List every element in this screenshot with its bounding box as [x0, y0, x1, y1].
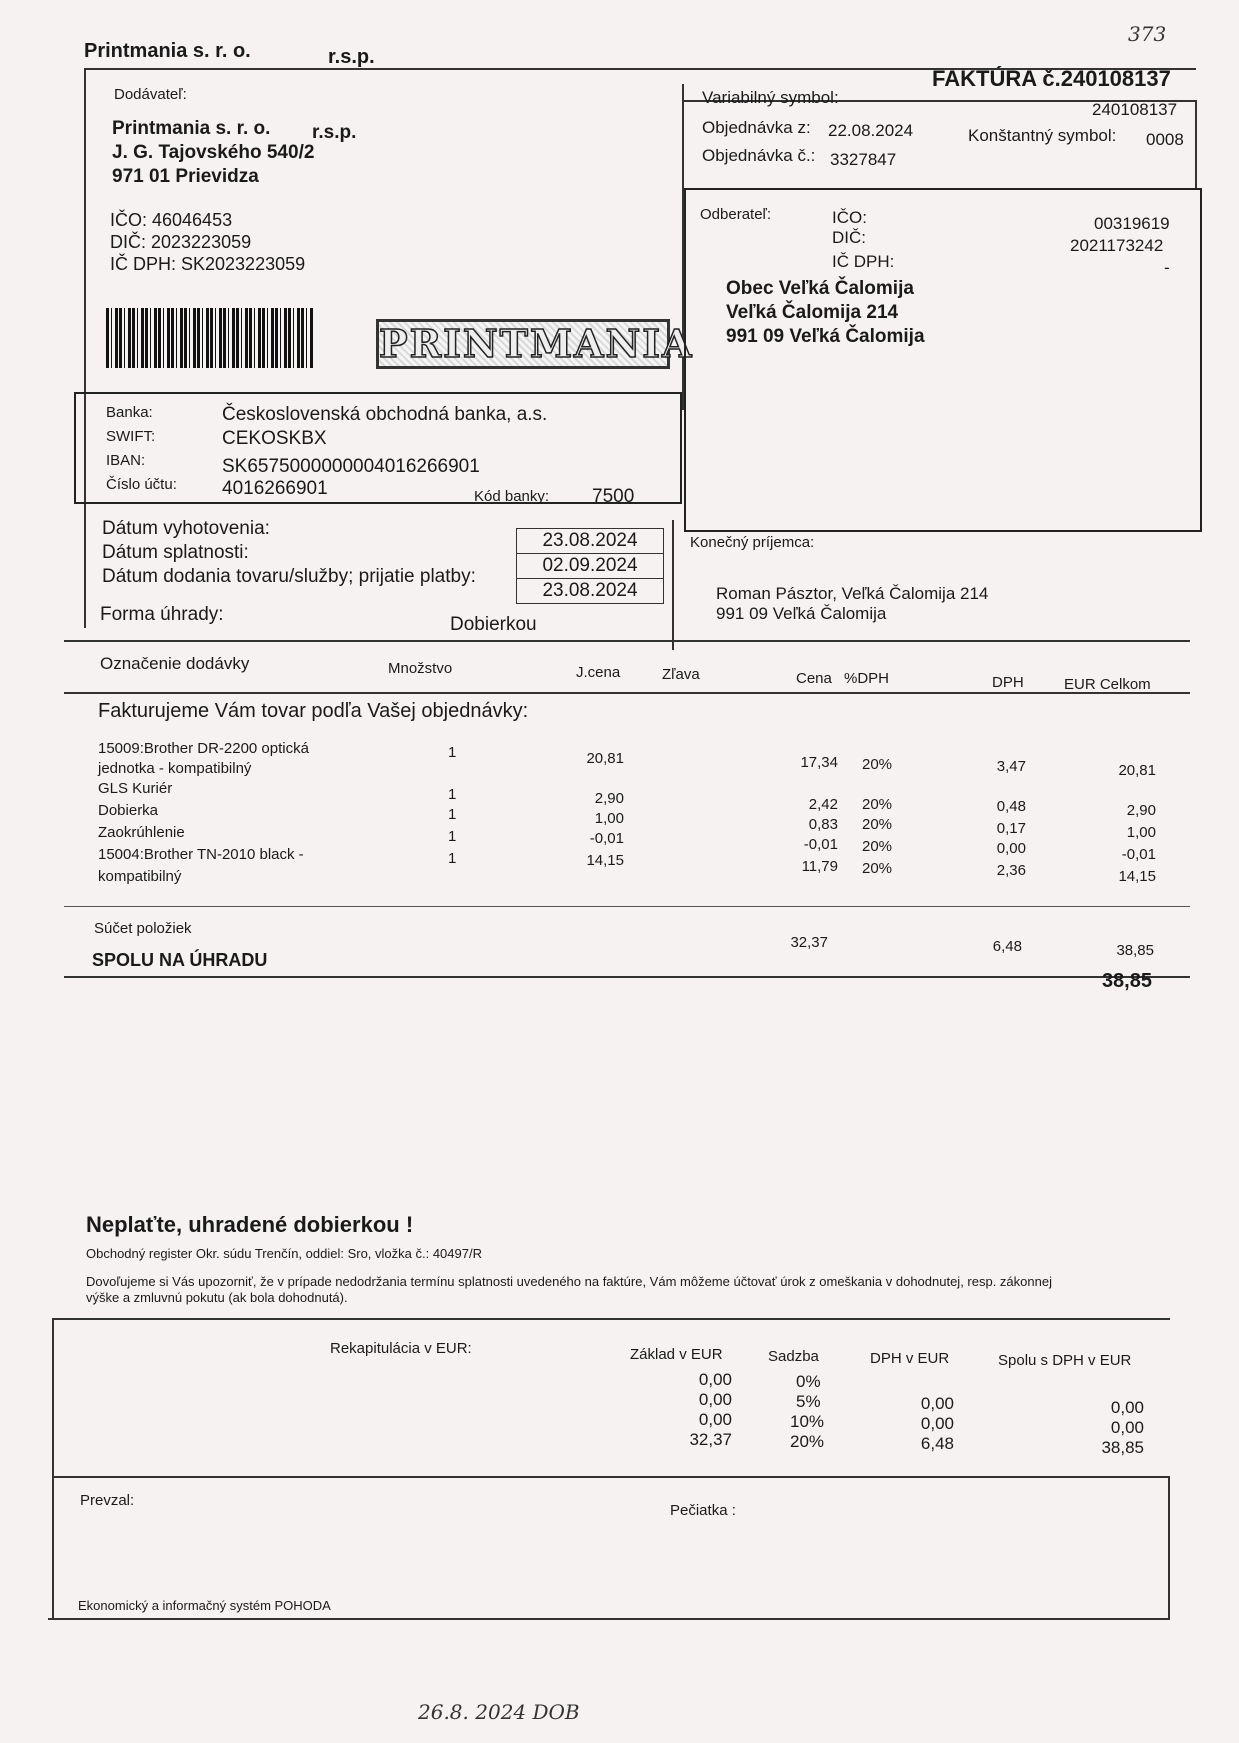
- recap-base: 0,00: [698, 1370, 732, 1389]
- item-total: 2,90: [1126, 802, 1156, 819]
- bank-code-value: 7500: [592, 486, 635, 507]
- customer-street: Veľká Čalomija 214: [726, 302, 899, 323]
- recap-col-base: Základ v EUR: [630, 1346, 723, 1363]
- payment-method-value: Dobierkou: [450, 614, 537, 635]
- items-bottom-line: [64, 906, 1190, 907]
- supplier-name-suffix: r.s.p.: [312, 122, 357, 143]
- recap-top-line: [52, 1318, 1170, 1320]
- barcode-image: [106, 308, 314, 368]
- item-unit-price: -0,01: [589, 830, 624, 847]
- recap-vat: 6,48: [920, 1434, 954, 1453]
- account-label: Číslo účtu:: [106, 476, 177, 493]
- recipient-line1: Roman Pásztor, Veľká Čalomija 214: [716, 584, 989, 603]
- recap-base: 0,00: [698, 1410, 732, 1429]
- customer-city: 991 09 Veľká Čalomija: [726, 326, 925, 347]
- order-date-value: 22.08.2024: [828, 121, 914, 140]
- invoice-title: FAKTÚRA č.240108137: [932, 66, 1171, 91]
- supplier-icdph: IČ DPH: SK2023223059: [110, 254, 306, 274]
- sum-label: Súčet položiek: [94, 920, 192, 937]
- due-date-label: Dátum splatnosti:: [102, 542, 249, 563]
- register-note: Obchodný register Okr. súdu Trenčín, oddiel: Sro, vložka č.: 40497/R: [86, 1246, 482, 1261]
- supplier-city: 971 01 Prievidza: [112, 166, 259, 187]
- delivery-date-label: Dátum dodania tovaru/služby; prijatie platby:: [102, 566, 476, 587]
- item-vat: 3,47: [996, 758, 1026, 775]
- vs-label: Variabilný symbol:: [702, 88, 839, 107]
- pay-total-value: 38,85: [1101, 970, 1152, 992]
- customer-icdph-label: IČ DPH:: [832, 252, 895, 271]
- bank-code-label: Kód banky:: [474, 488, 550, 505]
- item-vat-rate: 20%: [862, 816, 893, 833]
- item-vat: 0,17: [996, 820, 1026, 837]
- page-number-mark: 373: [1128, 22, 1167, 46]
- delivery-date-value: 23.08.2024: [516, 578, 664, 604]
- item-price: -0,01: [803, 836, 838, 853]
- recap-total: 38,85: [1101, 1438, 1144, 1457]
- item-name-cont: jednotka - kompatibilný: [98, 760, 252, 777]
- item-qty: 1: [448, 828, 457, 845]
- item-total: 20,81: [1118, 762, 1156, 779]
- supplier-ico: IČO: 46046453: [110, 210, 233, 230]
- order-number-label: Objednávka č.:: [702, 146, 816, 165]
- item-price: 17,34: [800, 754, 838, 771]
- order-number-value: 3327847: [830, 150, 897, 169]
- swift-value: CEKOSKBX: [222, 428, 327, 449]
- sum-vat: 6,48: [992, 938, 1022, 955]
- issue-date-label: Dátum vyhotovenia:: [102, 518, 270, 539]
- footer-bottom-line: [48, 1618, 1170, 1620]
- customer-dic-label: DIČ:: [832, 228, 866, 247]
- item-vat: 0,00: [996, 840, 1026, 857]
- sum-bottom-line: [64, 976, 1190, 978]
- vs-value: 240108137: [1092, 100, 1178, 119]
- footer-top-line: [52, 1476, 1170, 1478]
- item-name: Zaokrúhlenie: [98, 824, 185, 841]
- col-unit-price: J.cena: [576, 664, 621, 681]
- item-vat: 2,36: [996, 862, 1026, 879]
- item-name-cont: kompatibilný: [98, 868, 182, 885]
- item-vat: 0,48: [996, 798, 1026, 815]
- recipient-label: Konečný príjemca:: [690, 534, 815, 551]
- due-date-value: 02.09.2024: [516, 553, 664, 579]
- footer-right-line: [1168, 1476, 1170, 1618]
- recipient-line2: 991 09 Veľká Čalomija: [716, 604, 887, 623]
- frame-right-top: [1195, 100, 1197, 190]
- iban-value: SK6575000000004016266901: [222, 456, 480, 477]
- recap-col-rate: Sadzba: [768, 1348, 819, 1365]
- ks-label: Konštantný symbol:: [968, 126, 1117, 145]
- items-top-line: [64, 640, 1190, 642]
- payment-method-label: Forma úhrady:: [100, 604, 224, 625]
- order-date-label: Objednávka z:: [702, 118, 811, 137]
- printmania-logo: PRINTMANIA: [376, 319, 670, 369]
- item-name: 15009:Brother DR-2200 optická: [98, 740, 309, 757]
- item-price: 11,79: [801, 858, 838, 875]
- supplier-name: Printmania s. r. o.: [112, 118, 271, 139]
- sum-total: 38,85: [1116, 942, 1154, 959]
- swift-label: SWIFT:: [106, 428, 156, 445]
- item-name: 15004:Brother TN-2010 black -: [98, 846, 304, 863]
- iban-label: IBAN:: [106, 452, 146, 469]
- handwritten-note: 26.8. 2024 DOB: [418, 1700, 580, 1724]
- frame-left-top: [84, 68, 86, 628]
- item-unit-price: 20,81: [586, 750, 624, 767]
- account-value: 4016266901: [222, 478, 328, 499]
- customer-label: Odberateľ:: [700, 206, 772, 223]
- customer-dic-value: 2021173242: [1070, 236, 1164, 255]
- item-unit-price: 2,90: [594, 790, 624, 807]
- issue-date-value: 23.08.2024: [516, 528, 664, 554]
- item-vat-rate: 20%: [862, 838, 893, 855]
- bank-label: Banka:: [106, 404, 153, 421]
- company-header: Printmania s. r. o.: [84, 40, 251, 62]
- item-qty: 1: [448, 744, 457, 761]
- item-total: 1,00: [1126, 824, 1156, 841]
- company-header-suffix: r.s.p.: [328, 46, 375, 68]
- recap-rate: 0%: [796, 1372, 821, 1391]
- recap-col-vat: DPH v EUR: [870, 1350, 950, 1367]
- paid-notice: Neplaťte, uhradené dobierkou !: [86, 1212, 414, 1237]
- sum-price: 32,37: [790, 934, 828, 951]
- stamp-label: Pečiatka :: [670, 1502, 736, 1519]
- recap-rate: 20%: [790, 1432, 825, 1451]
- recap-rate: 5%: [796, 1392, 821, 1411]
- ks-value: 0008: [1146, 130, 1184, 149]
- recap-vat: 0,00: [920, 1394, 954, 1413]
- item-name: GLS Kuriér: [98, 780, 173, 797]
- col-description: Označenie dodávky: [100, 654, 250, 673]
- bank-value: Československá obchodná banka, a.s.: [222, 404, 548, 425]
- frame-mid-bottom: [672, 520, 674, 650]
- item-vat-rate: 20%: [862, 796, 893, 813]
- item-total: -0,01: [1121, 846, 1156, 863]
- col-discount: Zľava: [662, 666, 700, 683]
- customer-icdph-value: -: [1164, 258, 1170, 277]
- supplier-dic: DIČ: 2023223059: [110, 232, 252, 252]
- customer-name: Obec Veľká Čalomija: [726, 278, 914, 299]
- supplier-street: J. G. Tajovského 540/2: [112, 142, 315, 163]
- col-vat: DPH: [992, 674, 1024, 691]
- items-header-line: [64, 692, 1190, 694]
- item-name: Dobierka: [98, 802, 159, 819]
- recap-vat: 0,00: [920, 1414, 954, 1433]
- late-payment-warning: Dovoľujeme si Vás upozorniť, že v prípade nedodržania termínu splatnosti uvedeného na faktúre, Vám môžeme účtovať úrok z omeškania v dohodnutej, resp. zákonnej: [86, 1274, 1052, 1289]
- software-note: Ekonomický a informačný systém POHODA: [78, 1598, 331, 1613]
- item-qty: 1: [448, 786, 457, 803]
- item-price: 2,42: [808, 796, 838, 813]
- customer-ico-value: 00319619: [1094, 214, 1170, 233]
- col-total: EUR Celkom: [1064, 676, 1151, 693]
- recap-rate: 10%: [790, 1412, 825, 1431]
- pay-total-label: SPOLU NA ÚHRADU: [92, 950, 268, 970]
- item-qty: 1: [448, 850, 457, 867]
- item-qty: 1: [448, 806, 457, 823]
- recap-total: 0,00: [1110, 1398, 1144, 1417]
- recap-total: 0,00: [1110, 1418, 1144, 1437]
- item-unit-price: 14,15: [586, 852, 624, 869]
- col-price: Cena: [796, 670, 832, 687]
- col-vat-rate: %DPH: [844, 670, 890, 687]
- item-total: 14,15: [1118, 868, 1156, 885]
- recap-label: Rekapitulácia v EUR:: [330, 1340, 472, 1357]
- recap-col-total: Spolu s DPH v EUR: [998, 1352, 1132, 1369]
- col-quantity: Množstvo: [388, 660, 453, 677]
- item-price: 0,83: [808, 816, 838, 833]
- recap-left-line: [52, 1318, 54, 1618]
- customer-ico-label: IČO:: [832, 208, 867, 227]
- supplier-label: Dodávateľ:: [114, 86, 187, 103]
- recap-base: 32,37: [689, 1430, 732, 1449]
- item-vat-rate: 20%: [862, 860, 893, 877]
- items-intro: Fakturujeme Vám tovar podľa Vašej objednávky:: [98, 700, 529, 722]
- frame-top: [84, 68, 1196, 70]
- recap-base: 0,00: [698, 1390, 732, 1409]
- item-unit-price: 1,00: [594, 810, 624, 827]
- item-vat-rate: 20%: [862, 756, 893, 773]
- received-label: Prevzal:: [80, 1492, 135, 1509]
- late-payment-warning-cont: výške a zmluvnú pokutu (ak bola dohodnutá).: [86, 1290, 348, 1305]
